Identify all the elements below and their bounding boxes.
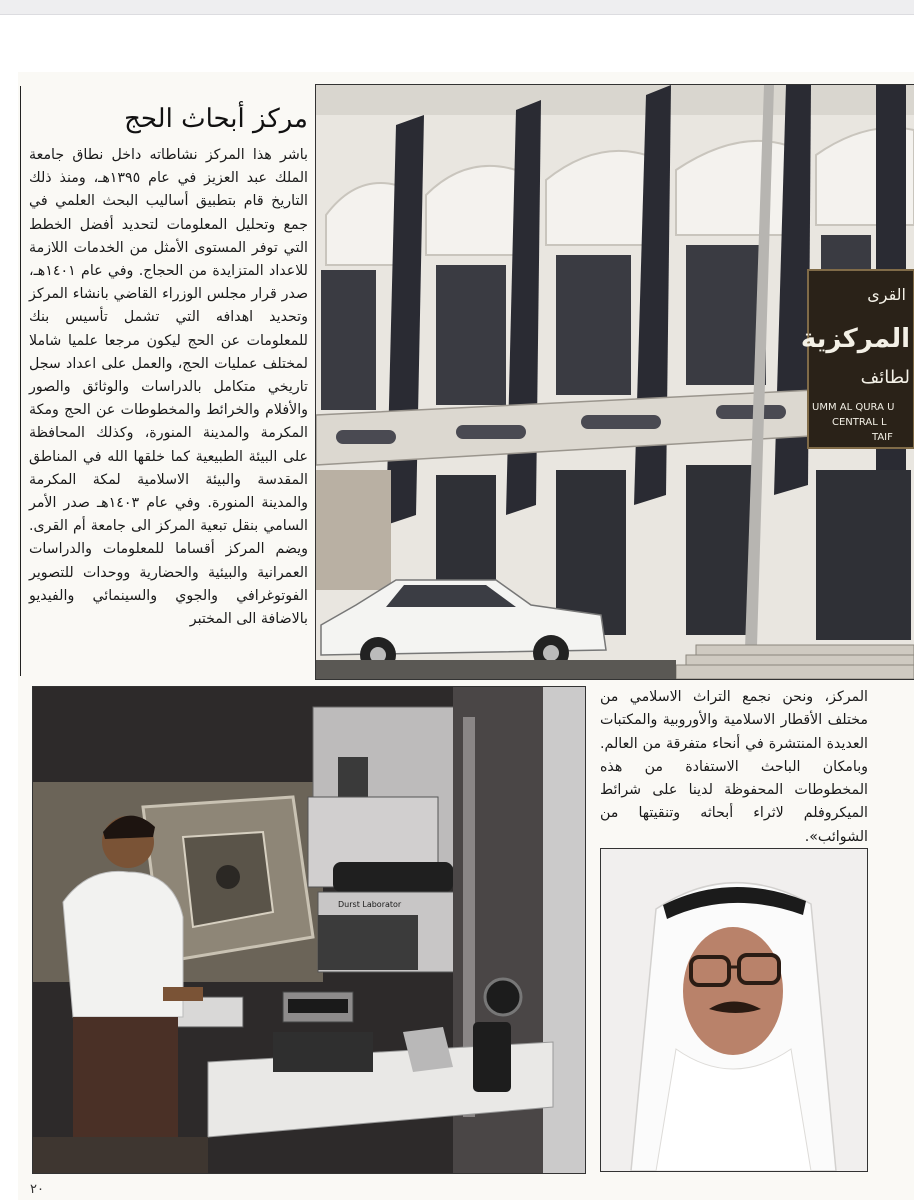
article-body: باشر هذا المركز نشاطاته داخل نطاق جامعة الملك عبد العزيز في عام ١٣٩٥هـ، ومنذ ذلك التاريخ قام بتطبيق أساليب البحث العلمي في جمع وتحليل المعلومات لتحديد أفضل الخطط التي توفر المستوى الأمثل من الخدمات اللازمة للاعداد المتزايدة من الحجاج. وفي عام ١٤٠١هـ، صدر قرار مجلس الوزراء القاضي بانشاء المركز وتحديد اهدافه التي تشمل تأسيس بنك للمعلومات عن الحج ليكون مرجعا علميا شاملا لمختلف عمليات الحج، والعمل على اعداد سجل تاريخي متكامل بالدراسات والوثائق والصور والأفلام والخرائط والمخطوطات عن الحج ومكة المكرمة والمدينة المنورة، وكذلك المحافظة على البيئة الطبيعية كما خلقها الله في المناطق المقدسة والبيئة الاسلامية لمكة المكرمة والمدينة المنورة. وفي عام ١٤٠٣هـ صدر الأمر السامي بنقل تبعية المركز الى جامعة أم القرى. ويضم المركز أقساما للمعلومات والدراسات العمرانية والبيئية والحضارية ووحدات للتصوير الفوتوغرافي والجوي والسينمائي والفيديو بالاضافة الى المختبر [29, 147, 309, 628]
building-illustration [316, 85, 914, 679]
browser-top-strip [0, 0, 914, 15]
building-photo [315, 84, 914, 680]
sign-line1: القرى [867, 285, 906, 304]
portrait-illustration [601, 849, 867, 1171]
sign-en3: TAIF [872, 432, 893, 443]
portrait-photo [600, 848, 868, 1172]
sign-en1: UMM AL QURA U [812, 402, 895, 413]
lab-photo [32, 686, 586, 1174]
sign-line2: المركزية [800, 324, 910, 354]
lab-illustration [33, 687, 585, 1173]
article-column [20, 86, 308, 676]
device-label: Durst Laborator [338, 900, 402, 909]
continuation-text: المركز، ونحن نجمع التراث الاسلامي من مختلف الأقطار الاسلامية والأوروبية والمكتبات العديدة المنتشرة في أنحاء متفرقة من العالم. وبامكان الباحث الاستفادة من هذه المخطوطات المحفوظة لدينا على شرائط الميكروفلم لاثراء أبحاثه وتنقيتها من الشوائب». [600, 689, 868, 845]
article-title: مركز أبحاث الحج [124, 104, 308, 134]
sign-en2: CENTRAL L [832, 417, 887, 428]
sign-line3: لطائف [860, 367, 910, 388]
page-number: ٢٠ [30, 1182, 44, 1197]
article-continuation [600, 686, 868, 845]
